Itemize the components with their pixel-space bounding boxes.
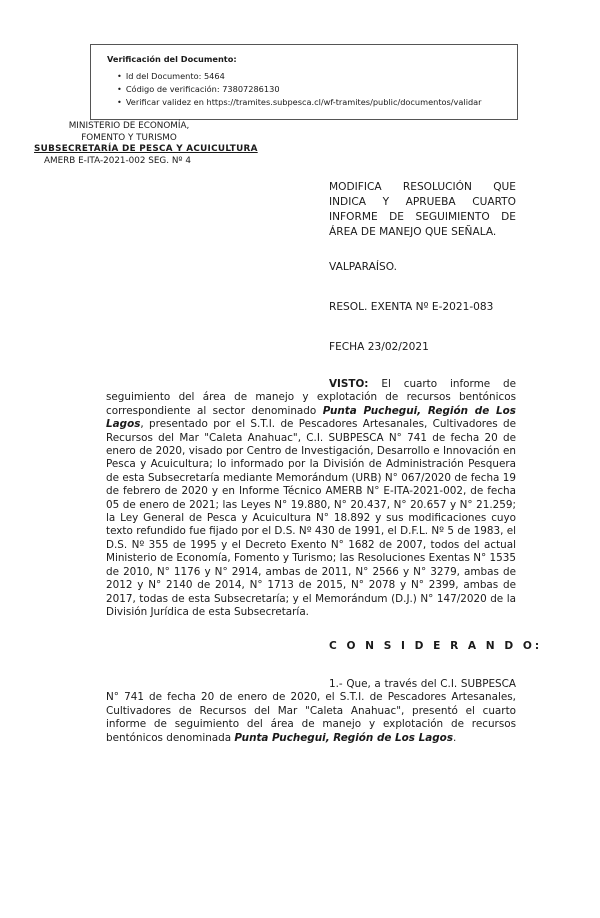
verification-list — [107, 70, 517, 109]
visto-text-2: , presentado por el S.T.I. de Pescadores Artesanales, Cultivadores de Recursos del Mar "Caleta Anahuac", C.I. SUBPESCA N° 741 de fecha 20 de enero de 2020, visado por Centro de Investigación, Desarrollo e Innovación en Pesca y Acuicultura; lo informado por la División de Administración Pesquera de esta Subsecretaría mediante Memorándum (URB) N° 067/2020 de fecha 19 de febrero de 2020 y en Informe Técnico AMERB N° E-ITA-2021-002, de fecha 05 de enero de 2021; las Leyes N° 19.880, N° 20.437, N° 20.657 y N° 21.259; la Ley General de Pesca y Acuicultura N° 18.892 y sus modificaciones cuyo texto refundido fue fijado por el D.S. Nº 430 de 1991, el D.F.L. Nº 5 de 1983, el D.S. Nº 355 de 1995 y el Decreto Exento N° 1682 de 2007, todos del actual Ministerio de Economía, Fomento y Turismo; las Resoluciones Exentas N° 1535 de 2010, N° 1176 y N° 2914, ambas de 2011, N° 2566 y N° 3279, ambas de 2012 y N° 2140 de 2014, N° 1713 de 2015, N° 2078 y N° 2399, ambas de 2017, todas de esta Subsecretaría; y el Memorándum (D.J.) N° 147/2020 de la División Jurídica de esta Subsecretaría. — [106, 418, 516, 618]
letterhead — [34, 121, 294, 167]
resolution-number: RESOL. EXENTA Nº E-2021-083 — [329, 301, 494, 313]
visto-paragraph — [106, 378, 516, 619]
resolution-date: FECHA 23/02/2021 — [329, 341, 429, 353]
reference-code: AMERB E-ITA-2021-002 SEG. Nº 4 — [44, 155, 191, 166]
verification-document-id: • Id del Documento: 5464 — [117, 70, 517, 83]
considerando-item-1 — [106, 678, 516, 745]
place: VALPARAÍSO. — [329, 261, 397, 273]
verification-box — [90, 44, 518, 120]
visto-label: VISTO: — [329, 378, 369, 390]
subsecretaria-name: SUBSECRETARÍA DE PESCA Y ACUICULTURA — [34, 144, 258, 154]
verification-code: • Código de verificación: 73807286130 — [117, 83, 517, 96]
ministry-line1: MINISTERIO DE ECONOMÍA, — [68, 121, 190, 131]
visto-text-1: El cuarto informe de seguimiento del área de manejo y explotación de recursos bentónicos correspondiente al sector denominado — [106, 378, 516, 417]
considerando-heading: C O N S I D E R A N D O: — [329, 640, 543, 652]
considerando-text-end: . — [453, 731, 457, 744]
considerando-text-1: 1.- Que, a través del C.I. SUBPESCA N° 741 de fecha 20 de enero de 2020, el S.T.I. de Pescadores Artesanales, Cultivadores de Recursos del Mar "Caleta Anahuac", presentó el cuarto informe de seguimiento del área de manejo y explotación de recursos bentónicos denominada — [106, 678, 516, 744]
visto-place: Punta Puchegui, Región de Los Lagos — [106, 404, 516, 431]
verification-link[interactable]: • Verificar validez en https://tramites.subpesca.cl/wf-tramites/public/documentos/validar — [117, 96, 517, 109]
verification-title: Verificación del Documento: — [107, 54, 237, 64]
document-title: MODIFICA RESOLUCIÓN QUE INDICA Y APRUEBA CUARTO INFORME DE SEGUIMIENTO DE ÁREA DE MANEJO QUE SEÑALA. — [329, 181, 516, 238]
considerando-place: Punta Puchegui, Región de Los Lagos — [234, 731, 454, 744]
ministry-line2: FOMENTO Y TURISMO — [81, 132, 177, 143]
